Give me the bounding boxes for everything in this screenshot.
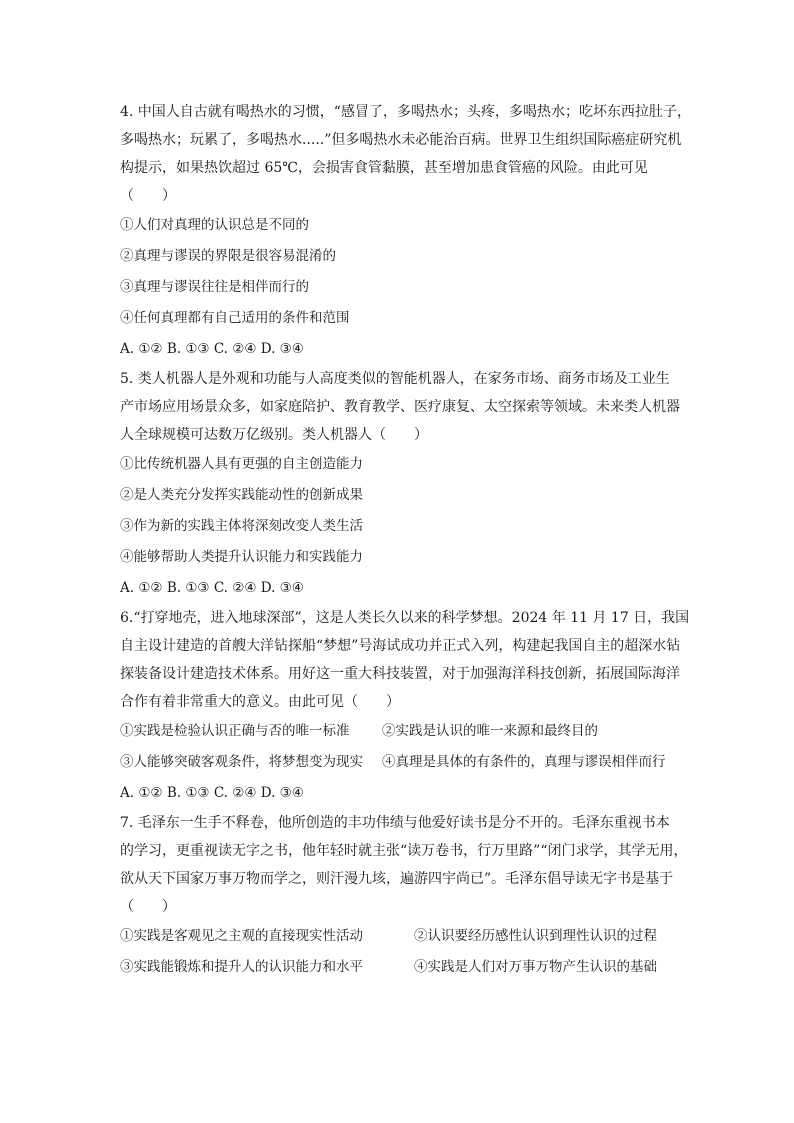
option-1: ①人们对真理的认识总是不同的 — [120, 217, 309, 233]
option-row — [120, 716, 690, 747]
question-stem-line: 欲从天下国家万事万物而学之，则汗漫九垓，遍游四宇尚已”。毛泽东倡导读无字书是基于 — [120, 871, 674, 887]
question-stem-line: 探装备设计建造技术体系。用好这一重大科技装置，对于加强海洋科技创新，拓展国际海洋 — [120, 666, 680, 682]
option-2: ②是人类充分发挥实践能动性的创新成果 — [120, 487, 363, 503]
question-stem-line: 7. 毛泽东一生手不释卷，他所创造的丰功伟绩与他爱好读书是分不开的。毛泽东重视书本 — [120, 815, 670, 831]
question-stem-line: 人全球规模可达数万亿级别。类人机器人（ ） — [120, 427, 428, 443]
option-4: ④能够帮助人类提升认识能力和实践能力 — [120, 549, 363, 565]
option-3: ③实践能锻炼和提升人的认识能力和水平 — [120, 959, 363, 975]
question-stem-line: （ ） — [120, 188, 176, 204]
question-stem-line: 5. 类人机器人是外观和功能与人高度类似的智能机器人，在家务市场、商务市场及工业生 — [120, 371, 670, 387]
option-4: ④真理是具体的有条件的，真理与谬误相伴而行 — [382, 754, 666, 770]
option-4: ④实践是人们对万事万物产生认识的基础 — [414, 959, 657, 975]
question-stem-line: 的学习，更重视读无字之书，他年轻时就主张“读万卷书，行万里路”“闭门求学，其学无用， — [120, 843, 688, 859]
option-3: ③人能够突破客观条件，将梦想变为现实 — [120, 754, 363, 770]
question-stem-line: 4. 中国人自古就有喝热水的习惯，“感冒了，多喝热水；头疼，多喝热水；吃坏东西拉肚子， — [120, 104, 691, 120]
answer-choices: A. ①② B. ①③ C. ②④ D. ③④ — [120, 341, 304, 357]
option-2: ②认识要经历感性认识到理性认识的过程 — [414, 928, 657, 944]
option-row — [120, 952, 690, 983]
option-2: ②实践是认识的唯一来源和最终目的 — [382, 723, 598, 739]
option-1: ①比传统机器人具有更强的自主创造能力 — [120, 456, 363, 472]
question-stem-line: 构提示，如果热饮超过 65℃，会损害食管黏膜，甚至增加患食管癌的风险。由此可见 — [120, 160, 648, 176]
answer-choices: A. ①② B. ①③ C. ②④ D. ③④ — [120, 580, 304, 596]
question-7 — [120, 809, 690, 983]
option-row — [120, 921, 690, 952]
question-5 — [120, 365, 690, 604]
question-stem-line: （ ） — [120, 899, 176, 915]
question-stem-line: 合作有着非常重大的意义。由此可见（ ） — [120, 694, 400, 710]
question-stem-line: 6.“打穿地壳，进入地球深部”，这是人类长久以来的科学梦想。2024 年 11 月 17 日，我国 — [120, 610, 690, 626]
question-7-stem — [120, 809, 690, 921]
exam-page — [120, 98, 690, 983]
question-5-stem — [120, 365, 690, 449]
question-6 — [120, 604, 690, 809]
question-stem-line: 多喝热水；玩累了，多喝热水.....”但多喝热水未必能治百病。世界卫生组织国际癌症研究机 — [120, 132, 682, 148]
option-4: ④任何真理都有自己适用的条件和范围 — [120, 310, 350, 326]
question-stem-line: 产市场应用场景众多，如家庭陪护、教育教学、医疗康复、太空探索等领域。未来类人机器 — [120, 399, 680, 415]
option-1: ①实践是客观见之主观的直接现实性活动 — [120, 928, 363, 944]
option-1: ①实践是检验认识正确与否的唯一标准 — [120, 723, 350, 739]
question-6-stem — [120, 604, 690, 716]
answer-choices: A. ①② B. ①③ C. ②④ D. ③④ — [120, 785, 304, 801]
option-2: ②真理与谬误的界限是很容易混淆的 — [120, 248, 336, 264]
option-row — [120, 747, 690, 778]
question-4-stem — [120, 98, 690, 210]
option-3: ③真理与谬误往往是相伴而行的 — [120, 279, 309, 295]
option-3: ③作为新的实践主体将深刻改变人类生活 — [120, 518, 363, 534]
question-4 — [120, 98, 690, 365]
question-stem-line: 自主设计建造的首艘大洋钻探船“梦想”号海试成功并正式入列，构建起我国自主的超深水钻 — [120, 638, 681, 654]
